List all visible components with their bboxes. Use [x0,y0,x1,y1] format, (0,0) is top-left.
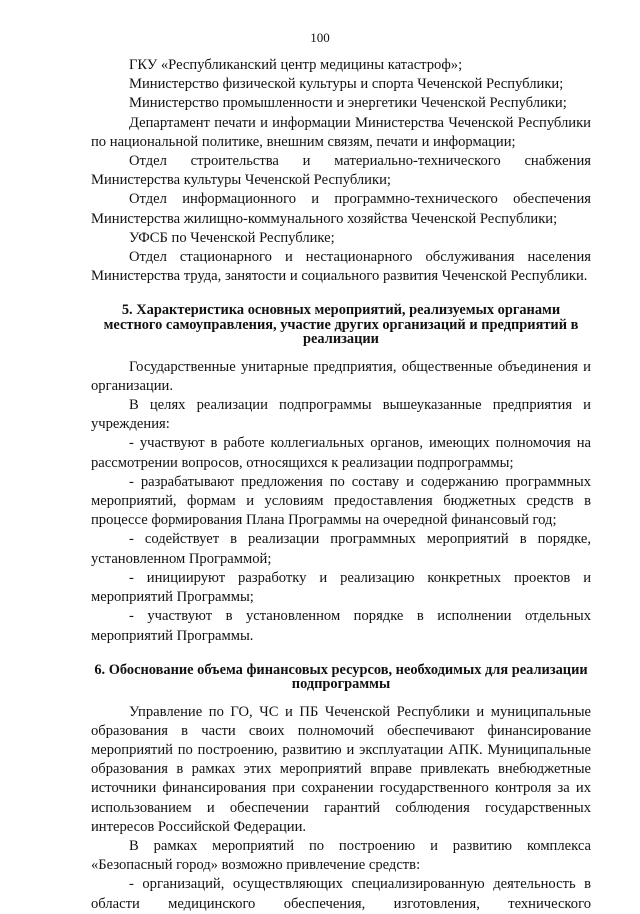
section-6 [91,663,591,914]
list-item: Отдел стационарного и нестационарного обслуживания населения Министерства труда, занятости и социального развития Чеченской Республики. [91,249,591,285]
paragraph: - участвуют в установленном порядке в исполнении отдельных мероприятий Программы. [91,608,591,644]
list-item: Отдел строительства и материально-технического снабжения Министерства культуры Чеченской Республики; [91,153,591,189]
paragraph: Управление по ГО, ЧС и ПБ Чеченской Республики и муниципальные образования в части своих полномочий обеспечивают финансирование мероприятий по построению, развитию и эксплуатации АПК. Муниципальные образования в рамках этих мероприятий вправе привлекать внебюджетные источники финансирования при сохранении государственного контроля за их использованием и обеспечении гарантий соблюдения государственных интересов Российской Федерации. [91,703,591,835]
list-item: Министерство промышленности и энергетики Чеченской Республики; [129,95,567,112]
page-content [91,56,591,914]
paragraph: Государственные унитарные предприятия, общественные объединения и организации. [91,358,591,394]
list-item: Министерство физической культуры и спорта Чеченской Республики; [129,76,564,93]
paragraph: В целях реализации подпрограммы вышеуказанные предприятия и учреждения: [91,397,591,433]
section-heading: 6. Обоснование объема финансовых ресурсов, необходимых для реализации подпрограммы [94,661,588,693]
list-item: Отдел информационного и программно-технического обеспечения Министерства жилищно-коммунального хозяйства Чеченской Республики; [91,191,591,227]
paragraph: В рамках мероприятий по построению и развитию комплекса «Безопасный город» возможно привлечение средств: [91,837,591,874]
list-item: Департамент печати и информации Министерства Чеченской Республики по национальной политике, внешним связям, печати и информации; [91,114,591,150]
paragraph: - разрабатывают предложения по составу и содержанию программных мероприятий, формам и условиям предоставления бюджетных средств в процессе формирования Плана Программы на очередной финансовый год; [91,473,591,529]
organization-list [91,56,591,286]
list-item: УФСБ по Чеченской Республике; [129,229,335,246]
section-heading: 5. Характеристика основных мероприятий, реализуемых органами местного самоуправления, участие других организаций и предприятий в реализации [103,302,579,348]
paragraph: - инициируют разработку и реализацию конкретных проектов и мероприятий Программы; [91,569,591,606]
paragraph: - участвуют в работе коллегиальных органов, имеющих полномочия на рассмотрении вопросов, относящихся к реализации подпрограммы; [91,435,591,471]
section-5 [91,303,591,645]
list-item: ГКУ «Республиканский центр медицины катастроф»; [129,57,463,73]
paragraph: - содействует в реализации программных мероприятий в порядке, установленном Программой; [91,531,591,567]
page-number: 100 [310,30,330,45]
paragraph: - организаций, осуществляющих специализированную деятельность в области медицинского обеспечения, изготовления, технического [91,876,591,912]
